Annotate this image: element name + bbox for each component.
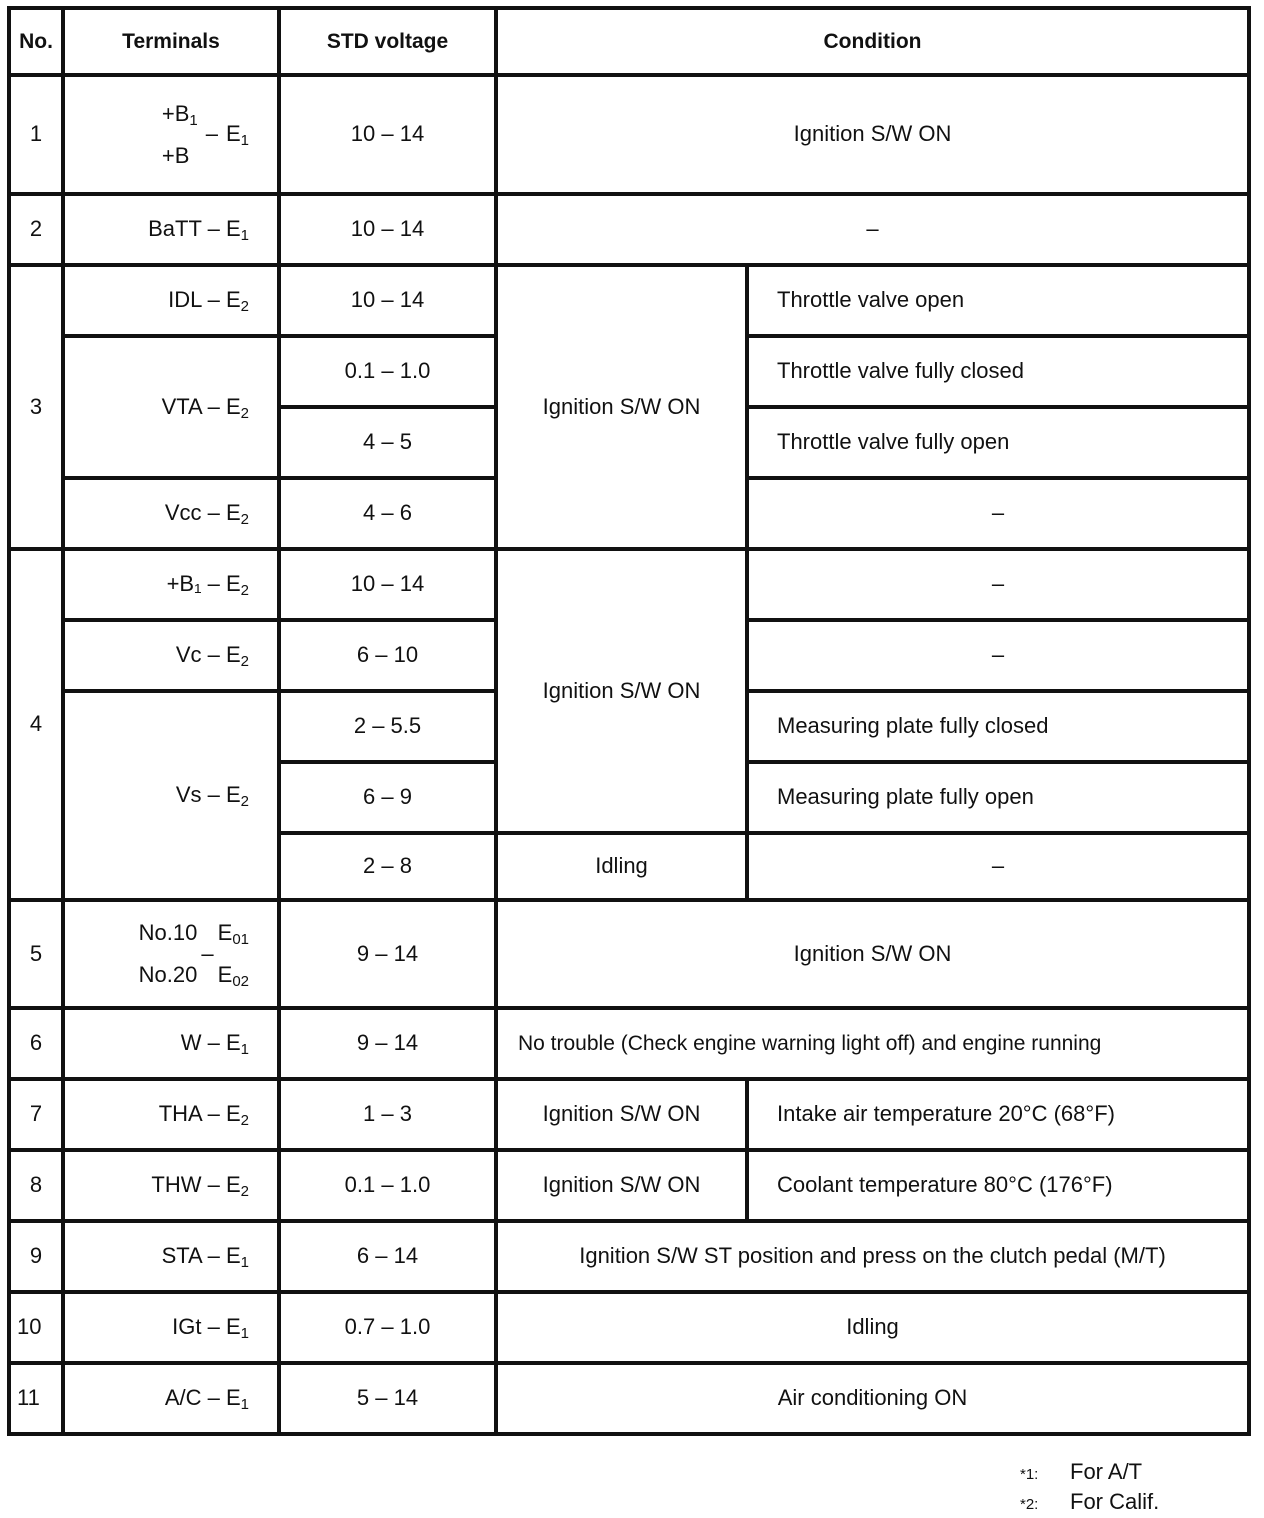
- row-number: 11: [9, 1363, 63, 1434]
- voltage-cell: 4 – 5: [279, 407, 496, 478]
- detail-cell: Measuring plate fully closed: [747, 691, 1249, 762]
- header-no: No.: [9, 8, 63, 75]
- detail-cell: –: [747, 620, 1249, 691]
- footnote: *2: For Calif.: [1020, 1489, 1160, 1514]
- voltage-cell: 2 – 5.5: [279, 691, 496, 762]
- condition-cell: Ignition S/W ON: [496, 549, 747, 833]
- voltage-cell: 6 – 14: [279, 1221, 496, 1292]
- table-row: [9, 1221, 1249, 1292]
- table-row: [9, 75, 1249, 194]
- header-terminals: Terminals: [63, 8, 279, 75]
- row-number: 8: [9, 1150, 63, 1221]
- voltage-cell: 0.7 – 1.0: [279, 1292, 496, 1363]
- terminal-cell: IDL – $E_2$: [63, 265, 279, 336]
- row-number: 9: [9, 1221, 63, 1292]
- voltage-cell: 9 – 14: [279, 900, 496, 1008]
- terminal-cell: $A/C - E_1$: [63, 1363, 279, 1434]
- table-row: [9, 1292, 1249, 1363]
- condition-cell: –: [496, 194, 1249, 265]
- table-header-row: [9, 8, 1249, 75]
- terminal-cell: BaTT – $E_1$: [63, 194, 279, 265]
- voltage-cell: 10 – 14: [279, 75, 496, 194]
- condition-cell: Idling: [496, 1292, 1249, 1363]
- row-number: 7: [9, 1079, 63, 1150]
- detail-cell: –: [747, 833, 1249, 900]
- condition-cell: Ignition S/W ON: [496, 900, 1249, 1008]
- table-row: [9, 1363, 1249, 1434]
- terminal-cell: $+B_1 - E_2$: [63, 549, 279, 620]
- voltage-cell: 2 – 8: [279, 833, 496, 900]
- terminal-cell: STA – $E_1$: [63, 1221, 279, 1292]
- row-number: 10: [9, 1292, 63, 1363]
- voltage-cell: 10 – 14: [279, 265, 496, 336]
- table-row: [9, 1150, 1249, 1221]
- table-row: [9, 549, 1249, 620]
- terminal-cell: W – $E_1$: [63, 1008, 279, 1079]
- condition-cell: Ignition S/W ON: [496, 1150, 747, 1221]
- terminal-cell: No.10 No.20 – $E_{01}$ $E_{02}$: [63, 900, 279, 1008]
- voltage-cell: 1 – 3: [279, 1079, 496, 1150]
- row-number: 2: [9, 194, 63, 265]
- header-condition: Condition: [496, 8, 1249, 75]
- detail-cell: Coolant temperature 80°C (176°F): [747, 1150, 1249, 1221]
- row-number: 5: [9, 900, 63, 1008]
- detail-cell: –: [747, 478, 1249, 549]
- voltage-cell: 5 – 14: [279, 1363, 496, 1434]
- detail-cell: Intake air temperature 20°C (68°F): [747, 1079, 1249, 1150]
- row-number: 6: [9, 1008, 63, 1079]
- voltage-cell: 10 – 14: [279, 194, 496, 265]
- voltage-cell: 10 – 14: [279, 549, 496, 620]
- condition-cell: Ignition S/W ON: [496, 265, 747, 549]
- terminal-cell: Vcc – $E_2$: [63, 478, 279, 549]
- condition-cell: Air conditioning ON: [496, 1363, 1249, 1434]
- voltage-cell: 4 – 6: [279, 478, 496, 549]
- condition-cell: Ignition S/W ST position and press on the clutch pedal (M/T): [496, 1221, 1249, 1292]
- condition-cell: Idling: [496, 833, 747, 900]
- footnotes: [1020, 1458, 1159, 1518]
- condition-cell: No trouble (Check engine warning light off) and engine running: [496, 1008, 1249, 1079]
- condition-cell: Ignition S/W ON: [496, 75, 1249, 194]
- table-row: [9, 900, 1249, 1008]
- terminal-cell: THW – $E_2$: [63, 1150, 279, 1221]
- detail-cell: –: [747, 549, 1249, 620]
- terminal-cell: $+B_1$ +B – $E_1$: [63, 75, 279, 194]
- detail-cell: Throttle valve fully closed: [747, 336, 1249, 407]
- footnote: *1: For A/T: [1020, 1459, 1143, 1484]
- table-row: [9, 265, 1249, 336]
- row-number: 4: [9, 549, 63, 900]
- voltage-cell: 0.1 – 1.0: [279, 1150, 496, 1221]
- terminal-cell: IGt – $E_1$: [63, 1292, 279, 1363]
- header-std-voltage: STD voltage: [279, 8, 496, 75]
- table-row: [9, 1008, 1249, 1079]
- terminal-cell: Vs – $E_2$: [63, 691, 279, 900]
- table-row: [9, 194, 1249, 265]
- detail-cell: Throttle valve fully open: [747, 407, 1249, 478]
- row-number: 1: [9, 75, 63, 194]
- condition-cell: Ignition S/W ON: [496, 1079, 747, 1150]
- voltage-cell: 6 – 10: [279, 620, 496, 691]
- row-number: 3: [9, 265, 63, 549]
- voltage-cell: 6 – 9: [279, 762, 496, 833]
- detail-cell: Throttle valve open: [747, 265, 1249, 336]
- terminal-cell: THA – $E_2$: [63, 1079, 279, 1150]
- voltage-cell: 9 – 14: [279, 1008, 496, 1079]
- table-row: [9, 1079, 1249, 1150]
- terminal-cell: VTA – $E_2$: [63, 336, 279, 478]
- detail-cell: Measuring plate fully open: [747, 762, 1249, 833]
- ecu-voltage-table: [7, 6, 1251, 1436]
- voltage-cell: 0.1 – 1.0: [279, 336, 496, 407]
- terminal-cell: Vc – $E_2$: [63, 620, 279, 691]
